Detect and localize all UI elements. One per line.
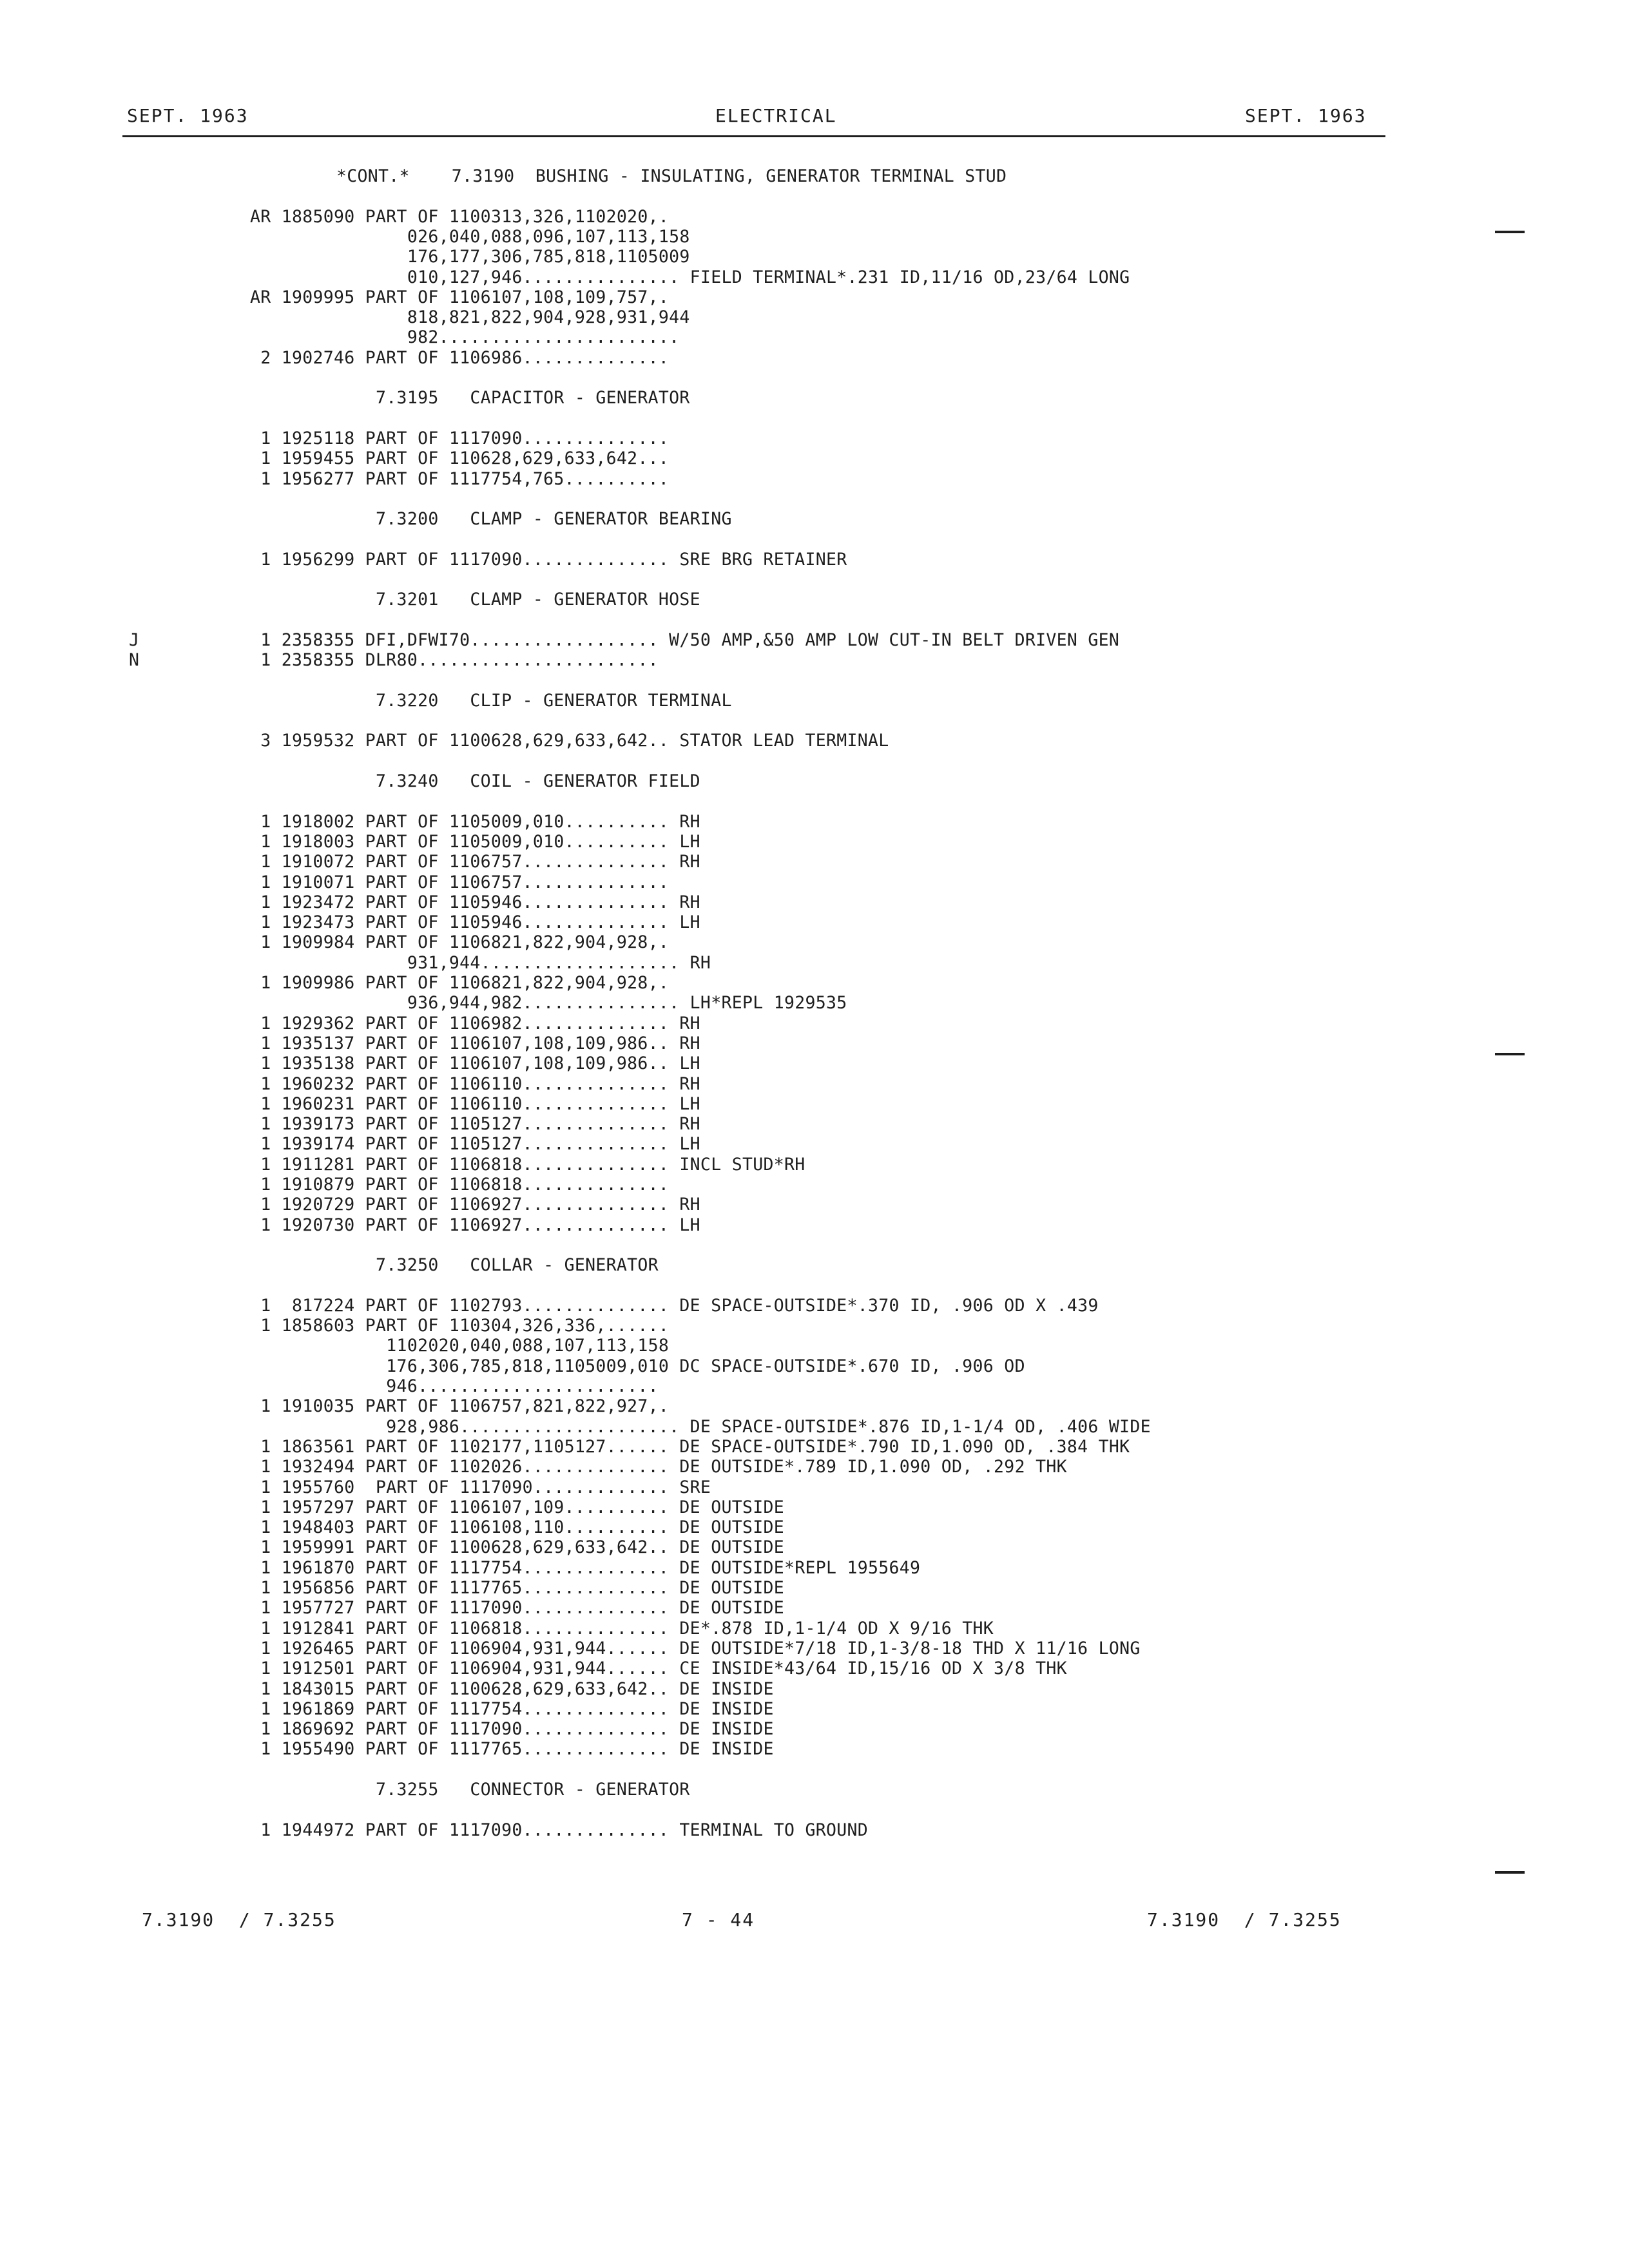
part-entry: 931,944................... RH: [250, 952, 711, 973]
part-entry: 936,944,982............... LH*REPL 1929535: [250, 993, 847, 1014]
section-heading: *CONT.* 7.3190 BUSHING - INSULATING, GENERATOR TERMINAL STUD: [336, 166, 1007, 186]
header-right: SEPT. 1963: [1245, 105, 1367, 126]
part-entry: 1 1935137 PART OF 1106107,108,109,986.. RH: [250, 1033, 700, 1053]
section-heading: 7.3240 COIL - GENERATOR FIELD: [250, 771, 700, 791]
margin-mark: [1495, 1053, 1525, 1055]
footer-right: 7.3190 / 7.3255: [1147, 1909, 1342, 1930]
part-entry: 982.......................: [250, 327, 680, 348]
part-entry: 1 1935138 PART OF 1106107,108,109,986.. LH: [250, 1053, 700, 1074]
part-entry: 1 1920730 PART OF 1106927.............. LH: [250, 1215, 700, 1235]
part-entry: 1 1923473 PART OF 1105946.............. LH: [250, 912, 700, 933]
part-entry: 1 1863561 PART OF 1102177,1105127...... DE SPACE-OUTSIDE*.790 ID,1.090 OD, .384 THK: [250, 1436, 1130, 1457]
part-entry: 1 1932494 PART OF 1102026.............. DE OUTSIDE*.789 ID,1.090 OD, .292 THK: [250, 1457, 1067, 1477]
part-entry: 1 1910035 PART OF 1106757,821,822,927,.: [250, 1396, 670, 1417]
part-entry: 1 1960232 PART OF 1106110.............. RH: [250, 1073, 700, 1094]
part-entry: AR 1885090 PART OF 1100313,326,1102020,.: [250, 206, 670, 227]
part-entry: 1 1959991 PART OF 1100628,629,633,642.. DE OUTSIDE: [250, 1537, 784, 1558]
part-entry: 1 1926465 PART OF 1106904,931,944...... DE OUTSIDE*7/18 ID,1-3/8-18 THD X 11/16 LONG: [250, 1638, 1141, 1658]
part-entry: 1 1948403 PART OF 1106108,110.......... DE OUTSIDE: [250, 1517, 784, 1538]
part-entry: 1 1955760 PART OF 1117090............. SRE: [250, 1477, 711, 1497]
revision-marker: J: [129, 629, 140, 650]
part-entry: AR 1909995 PART OF 1106107,108,109,757,.: [250, 287, 670, 307]
margin-mark: [1495, 1871, 1525, 1874]
header-left: SEPT. 1963: [127, 105, 249, 126]
part-entry: 1 1912501 PART OF 1106904,931,944...... CE INSIDE*43/64 ID,15/16 OD X 3/8 THK: [250, 1658, 1067, 1679]
part-entry: 2 1902746 PART OF 1106986..............: [250, 347, 670, 368]
part-entry: 1 1918003 PART OF 1105009,010.......... LH: [250, 831, 700, 852]
part-entry: 1 1944972 PART OF 1117090.............. TERMINAL TO GROUND: [250, 1820, 869, 1840]
part-entry: 1 1956277 PART OF 1117754,765..........: [250, 468, 670, 489]
part-entry: 176,177,306,785,818,1105009: [250, 247, 690, 267]
section-heading: 7.3220 CLIP - GENERATOR TERMINAL: [250, 690, 732, 711]
part-entry: 1 1912841 PART OF 1106818.............. DE*.878 ID,1-1/4 OD X 9/16 THK: [250, 1618, 994, 1639]
part-entry: 1 1843015 PART OF 1100628,629,633,642.. DE INSIDE: [250, 1678, 774, 1699]
header-center: ELECTRICAL: [715, 105, 837, 126]
part-entry: 1 1910071 PART OF 1106757..............: [250, 872, 670, 892]
part-entry: 1 1939173 PART OF 1105127.............. RH: [250, 1114, 700, 1135]
part-entry: 1 1909986 PART OF 1106821,822,904,928,.: [250, 973, 670, 993]
part-entry: 1 1929362 PART OF 1106982.............. RH: [250, 1013, 700, 1033]
revision-marker: N: [129, 650, 140, 671]
part-entry: 1 817224 PART OF 1102793.............. DE SPACE-OUTSIDE*.370 ID, .906 OD X .439: [250, 1295, 1099, 1316]
part-entry: 1 1918002 PART OF 1105009,010.......... RH: [250, 811, 700, 832]
part-entry: 026,040,088,096,107,113,158: [250, 226, 690, 247]
part-entry: 1 1858603 PART OF 110304,326,336,......: [250, 1316, 670, 1336]
part-entry: 1 1961870 PART OF 1117754.............. DE OUTSIDE*REPL 1955649: [250, 1557, 921, 1578]
part-entry: 818,821,822,904,928,931,944: [250, 307, 690, 328]
part-entry: 1 1960231 PART OF 1106110.............. LH: [250, 1093, 700, 1114]
part-entry: 1 1957297 PART OF 1106107,109.......... DE OUTSIDE: [250, 1497, 784, 1517]
part-entry: 1 1910879 PART OF 1106818..............: [250, 1175, 670, 1195]
part-entry: 946.......................: [250, 1376, 659, 1396]
part-entry: 1102020,040,088,107,113,158: [250, 1336, 670, 1356]
part-entry: 1 1923472 PART OF 1105946.............. RH: [250, 892, 700, 912]
section-heading: 7.3195 CAPACITOR - GENERATOR: [250, 388, 690, 408]
part-entry: 176,306,785,818,1105009,010 DC SPACE-OUTSIDE*.670 ID, .906 OD: [250, 1356, 1025, 1376]
part-entry: 1 1925118 PART OF 1117090..............: [250, 428, 670, 448]
section-heading: 7.3201 CLAMP - GENERATOR HOSE: [250, 590, 700, 610]
part-entry: 010,127,946............... FIELD TERMINAL*.231 ID,11/16 OD,23/64 LONG: [250, 267, 1130, 287]
part-entry: 1 1955490 PART OF 1117765.............. DE INSIDE: [250, 1739, 774, 1760]
margin-mark: [1495, 231, 1525, 233]
part-entry: 1 1959455 PART OF 110628,629,633,642...: [250, 448, 670, 469]
part-entry: 1 1909984 PART OF 1106821,822,904,928,.: [250, 932, 670, 953]
part-entry: 928,986..................... DE SPACE-OUTSIDE*.876 ID,1-1/4 OD, .406 WIDE: [250, 1416, 1151, 1437]
section-heading: 7.3250 COLLAR - GENERATOR: [250, 1255, 659, 1276]
part-entry: 1 1961869 PART OF 1117754.............. DE INSIDE: [250, 1698, 774, 1719]
section-heading: 7.3255 CONNECTOR - GENERATOR: [250, 1780, 690, 1800]
part-entry: 1 1910072 PART OF 1106757.............. RH: [250, 852, 700, 872]
header-rule: [122, 135, 1385, 137]
part-entry: 1 1956856 PART OF 1117765.............. DE OUTSIDE: [250, 1578, 784, 1598]
part-entry: 3 1959532 PART OF 1100628,629,633,642.. STATOR LEAD TERMINAL: [250, 731, 889, 751]
part-entry: 1 1939174 PART OF 1105127.............. LH: [250, 1134, 700, 1155]
part-entry: 1 2358355 DFI,DFWI70.................. W/50 AMP,&50 AMP LOW CUT-IN BELT DRIVEN GEN: [250, 629, 1120, 650]
part-entry: 1 1911281 PART OF 1106818.............. INCL STUD*RH: [250, 1154, 805, 1175]
part-entry: 1 1957727 PART OF 1117090.............. DE OUTSIDE: [250, 1598, 784, 1619]
part-entry: 1 1920729 PART OF 1106927.............. RH: [250, 1195, 700, 1215]
part-entry: 1 1956299 PART OF 1117090.............. SRE BRG RETAINER: [250, 549, 847, 570]
footer-left: 7.3190 / 7.3255: [142, 1909, 336, 1930]
part-entry: 1 1869692 PART OF 1117090.............. DE INSIDE: [250, 1719, 774, 1740]
part-entry: 1 2358355 DLR80.......................: [250, 650, 659, 671]
footer-center: 7 - 44: [682, 1909, 755, 1930]
section-heading: 7.3200 CLAMP - GENERATOR BEARING: [250, 509, 732, 530]
